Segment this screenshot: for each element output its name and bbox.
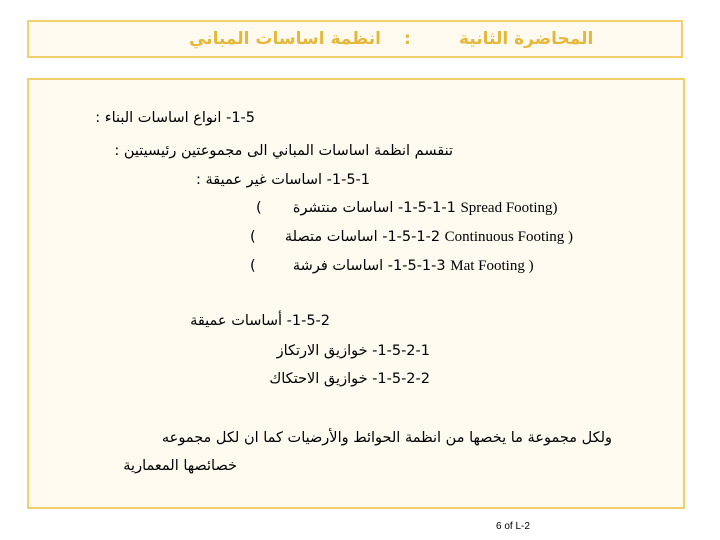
title-colon: : xyxy=(404,29,411,49)
mat-footing-item xyxy=(250,258,534,275)
shallow-foundations-heading: 1-5-1- اساسات غير عميقة : xyxy=(196,172,370,188)
paren-open: ( xyxy=(250,229,256,245)
spread-footing-arabic: 1-5-1-1- اساسات منتشرة xyxy=(292,200,456,216)
continuous-footing-item xyxy=(250,229,573,246)
mat-footing-english: Mat Footing ) xyxy=(450,258,534,274)
title-part-1: المحاضرة الثانية xyxy=(459,29,594,49)
closing-line-2: خصائصها المعمارية xyxy=(123,458,237,474)
spread-footing-english: Spread Footing) xyxy=(460,200,558,216)
page-number: 6 of L-2 xyxy=(496,521,530,532)
continuous-footing-english: Continuous Footing ) xyxy=(444,229,574,245)
friction-piles: 1-5-2-2- خوازيق الاحتكاك xyxy=(269,371,430,387)
intro-line: تنقسم انظمة اساسات المباني الى مجموعتين رئيسيتين : xyxy=(114,143,453,159)
title-part-2: انظمة اساسات المباني xyxy=(189,29,381,49)
end-bearing-piles: 1-5-2-1- خوازيق الارتكاز xyxy=(276,343,430,359)
deep-foundations-heading: 1-5-2- أساسات عميقة xyxy=(190,313,330,329)
closing-line-1: ولكل مجموعة ما يخصها من انظمة الحوائط والأرضيات كما ان لكل مجموعه xyxy=(161,430,612,446)
mat-footing-arabic: 1-5-1-3- اساسات فرشة xyxy=(292,258,446,274)
paren-open: ( xyxy=(256,200,262,216)
paren-open: ( xyxy=(250,258,256,274)
slide-title-box xyxy=(27,20,683,58)
spread-footing-item xyxy=(256,200,558,217)
heading-foundation-types: 1-5- انواع اساسات البناء : xyxy=(95,110,255,126)
continuous-footing-arabic: 1-5-1-2- اساسات متصلة xyxy=(284,229,441,245)
